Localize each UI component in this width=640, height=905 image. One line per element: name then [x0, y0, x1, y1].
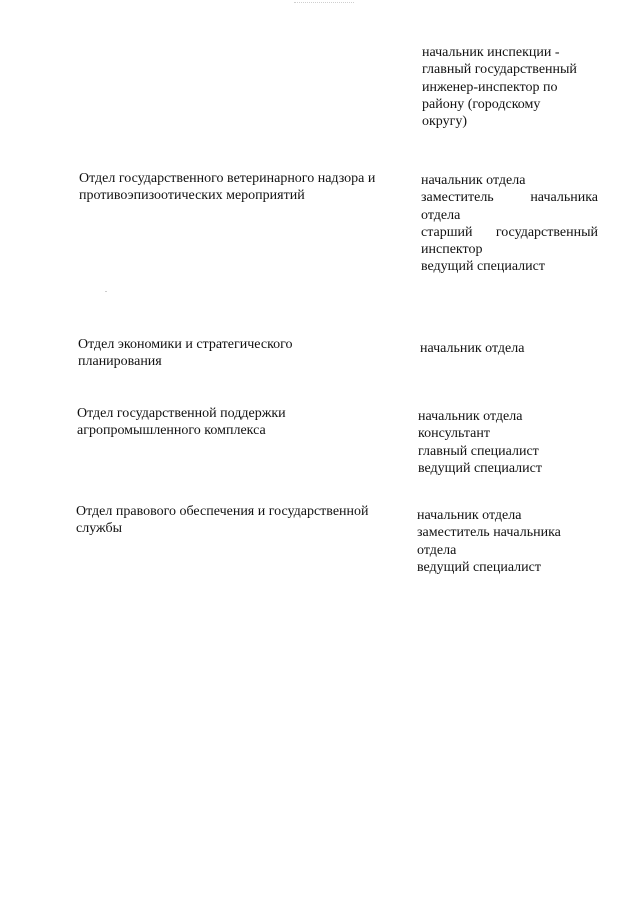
roles-veterinary: [421, 172, 598, 276]
role-line: [421, 224, 598, 241]
role-line: отдела: [417, 542, 457, 558]
dept-line: противоэпизоотических мероприятий: [79, 188, 305, 203]
role-word: государственный: [495, 224, 598, 240]
role-line: главный государственный: [422, 62, 577, 78]
department-name-veterinary: [79, 170, 375, 204]
roles-economics: [420, 340, 600, 357]
role-line: инженер-инспектор по: [422, 79, 558, 95]
role-line: начальник инспекции -: [422, 45, 560, 60]
role-line: району (городскому: [422, 96, 541, 112]
department-name-agro-support: [77, 405, 286, 439]
role-word: старший: [421, 224, 473, 240]
role-line: ведущий специалист: [418, 460, 542, 476]
dept-line: Отдел государственного ветеринарного надзора и: [79, 171, 376, 186]
department-name-legal: [76, 503, 369, 537]
role-line: округу): [422, 114, 468, 130]
role-line: главный специалист: [418, 443, 539, 459]
scan-artifact: [294, 2, 354, 7]
scan-speck: [105, 291, 107, 292]
dept-line: Отдел правового обеспечения и государственной: [76, 504, 369, 519]
dept-line: Отдел государственной поддержки: [77, 406, 286, 421]
roles-agro-support: [418, 408, 598, 477]
role-line: начальник отдела: [417, 508, 522, 523]
role-line: инспектор: [421, 242, 483, 258]
role-line: отдела: [421, 207, 461, 223]
dept-line: службы: [76, 521, 123, 536]
department-name-economics: [78, 336, 293, 370]
dept-line: планирования: [78, 354, 162, 369]
role-line: ведущий специалист: [417, 559, 541, 575]
role-line: заместитель начальника: [417, 525, 561, 541]
role-line: ведущий специалист: [421, 259, 545, 275]
inspection-head-roles: [422, 44, 602, 130]
role-word: заместитель: [421, 190, 494, 206]
role-line: консультант: [418, 426, 490, 442]
role-line: начальник отдела: [420, 341, 525, 356]
role-line: начальник отдела: [421, 173, 526, 188]
dept-line: агропромышленного комплекса: [77, 423, 266, 438]
role-line: начальник отдела: [418, 409, 523, 424]
dept-line: Отдел экономики и стратегического: [78, 337, 293, 352]
roles-legal: [417, 507, 597, 576]
role-line: [421, 189, 598, 206]
role-word: начальника: [530, 190, 598, 206]
